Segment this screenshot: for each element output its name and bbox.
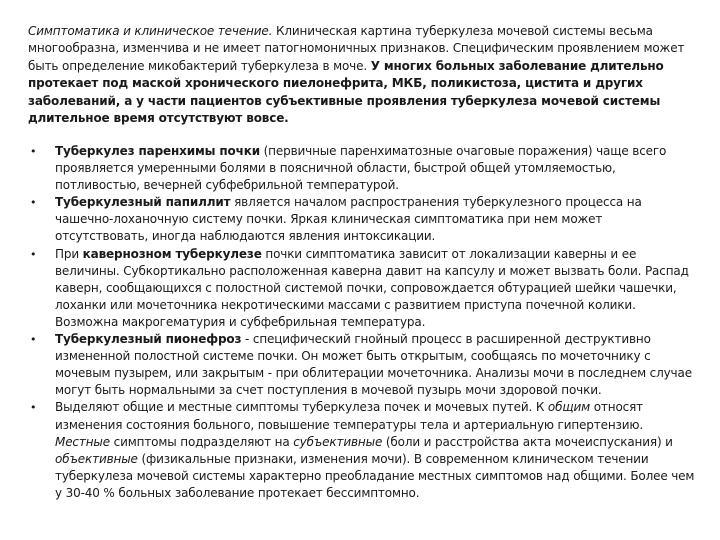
item-text: - специфический гнойный процесс в расширенной деструктивно измененной полостной системе почки. Он может быть открытым, сообщаясь по мочеточнику с мочевым пузырем, или закрытым - при облитерации мочеточника. Анализы мочи в последнем случае могут быть нормальными за счет поступления в мочевой пузырь мочи здоровой почки. bbox=[55, 332, 692, 398]
item-text: симптомы подразделяют на bbox=[109, 434, 294, 449]
item-text: Выделяют общие и местные симптомы туберкулеза почек и мочевых путей. К bbox=[55, 400, 548, 415]
item-italic-term: Местные bbox=[55, 434, 110, 449]
item-text: (физикальные признаки, изменения мочи). В современном клиническом течении туберкулеза мочевой системы характерно преобладание местных симптомов над общими. Более чем у 30-40 % больных заболевание протекает бессимптомно. bbox=[55, 451, 695, 500]
item-italic-term: объективные bbox=[55, 451, 138, 466]
intro-text: Клиническая картина туберкулеза мочевой системы весьма многообразна, изменчива и не имеет патогномоничных признаков. Специфическим проявлением может быть определение микобактерий туберкулеза в моче. bbox=[28, 24, 685, 73]
item-term: кавернозном туберкулезе bbox=[82, 246, 262, 261]
item-prefix: При bbox=[55, 246, 83, 261]
item-term: Туберкулезный папиллит bbox=[55, 195, 231, 210]
intro-bold-text: У многих больных заболевание длительно протекает под маской хронического пиелонефрита, МКБ, поликистоза, цистита и других заболеваний, а у части пациентов субъективные проявления туберкулеза мочевой системы длительное время отсутствуют вовсе. bbox=[28, 58, 664, 126]
item-text: относят изменения состояния больного, повышение температуры тела и артериальную гипертензию. bbox=[55, 400, 644, 432]
list-item bbox=[28, 331, 698, 399]
bullet-icon: • bbox=[30, 145, 37, 158]
item-text: (первичные паренхиматозные очаговые поражения) чаще всего проявляется умеренными болями в поясничной области, быстрой общей утомляемостью, потливостью, вечерней субфебрильной температурой. bbox=[55, 144, 667, 193]
list-item bbox=[28, 194, 698, 245]
list-item bbox=[28, 143, 698, 194]
bullet-icon: • bbox=[30, 247, 37, 261]
bullet-icon: • bbox=[30, 196, 37, 210]
item-italic-term: субъективные bbox=[293, 434, 383, 449]
list-item bbox=[28, 246, 698, 331]
item-text: (боли и расстройства акта мочеиспускания) и bbox=[382, 434, 673, 449]
bullet-icon: • bbox=[30, 401, 37, 415]
intro-lead: Симптоматика и клиническое течение. bbox=[28, 24, 273, 38]
bullet-icon: • bbox=[30, 333, 37, 347]
item-text: является началом распространения туберкулезного процесса на чашечно-лоханочную систему почки. Яркая клиническая симптоматика при нем может отсутствовать, иногда наблюдаются явления интоксикации. bbox=[55, 195, 642, 244]
item-text: почки симптоматика зависит от локализации каверны и ее величины. Субкортикально расположенная каверна давит на капсулу и может вызвать боли. Распад каверн, сообщающихся с полостной системой почки, сопровождается обтурацией шейки чашечки, лоханки или мочеточника некротическими массами с развитием приступа почечной колики. Возможна макрогематурия и субфебрильная температура. bbox=[55, 246, 689, 329]
item-term: Туберкулезный пионефроз bbox=[55, 332, 242, 347]
intro-paragraph bbox=[28, 23, 696, 127]
item-term: Туберкулез паренхимы почки bbox=[55, 144, 260, 158]
symptom-list bbox=[28, 143, 698, 502]
list-item bbox=[28, 399, 698, 502]
item-italic-term: общим bbox=[547, 400, 591, 415]
